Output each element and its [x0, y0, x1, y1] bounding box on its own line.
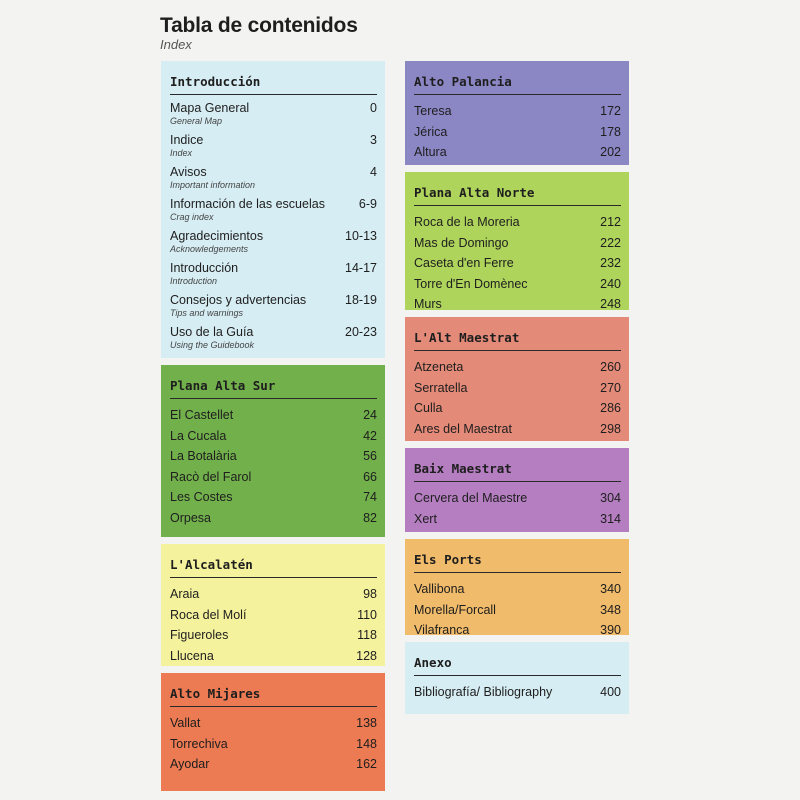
- toc-entry-page: 18-19: [345, 293, 377, 307]
- section-lalcalaten: [161, 544, 385, 666]
- toc-entry-name: Ares del Maestrat: [414, 421, 512, 436]
- section-entries: [170, 584, 377, 666]
- section-baix-maestrat: [405, 448, 629, 532]
- toc-entry-page: 202: [600, 145, 621, 159]
- section-entries: [414, 357, 621, 439]
- toc-entry: [170, 584, 377, 605]
- toc-entry: [170, 197, 377, 229]
- section-title: Anexo: [414, 655, 621, 676]
- toc-entry-page: 340: [600, 582, 621, 596]
- section-title: Plana Alta Norte: [414, 185, 621, 206]
- toc-entry: [170, 508, 377, 529]
- toc-entry: [414, 212, 621, 233]
- toc-entry-page: 348: [600, 602, 621, 617]
- toc-entry-name: Altura: [414, 145, 447, 159]
- toc-entry-name: Vallibona: [414, 582, 465, 596]
- toc-entry-page: 304: [600, 491, 621, 505]
- toc-entry-page: 212: [600, 215, 621, 229]
- toc-entry-page: 42: [363, 428, 377, 443]
- toc-entry-main: [170, 229, 377, 244]
- toc-entry-main: [170, 101, 377, 116]
- toc-entry-name: Consejos y advertencias: [170, 293, 307, 307]
- toc-entry: [414, 274, 621, 295]
- section-anexo: [405, 642, 629, 714]
- toc-entry: [414, 419, 621, 440]
- toc-entry-main: [170, 165, 377, 180]
- toc-entry-main: [170, 325, 377, 340]
- toc-entry-name: Teresa: [414, 104, 452, 118]
- section-title: Introducción: [170, 74, 377, 95]
- toc-entry: [170, 646, 377, 667]
- section-introduccion: [161, 61, 385, 358]
- toc-entry-page: 138: [356, 716, 377, 730]
- section-entries: [170, 405, 377, 528]
- toc-entry-name: Vilafranca: [414, 623, 470, 637]
- toc-entry-page: 314: [600, 511, 621, 526]
- toc-entry: [170, 734, 377, 755]
- toc-entry-subtitle: Using the Guidebook: [170, 340, 255, 350]
- section-entries: [414, 579, 621, 641]
- toc-entry-page: 400: [600, 685, 621, 699]
- section-entries: [414, 488, 621, 529]
- page-title: Tabla de contenidos: [160, 14, 358, 37]
- toc-entry-page: 128: [356, 648, 377, 663]
- toc-entry: [170, 426, 377, 447]
- toc-entry-page: 74: [363, 490, 377, 504]
- toc-entry-name: Araia: [170, 587, 200, 601]
- toc-entry-subtitle: Acknowledgements: [170, 244, 249, 254]
- toc-entry: [170, 487, 377, 508]
- toc-entry: [414, 682, 621, 703]
- toc-entry-name: Bibliografía/ Bibliography: [414, 685, 553, 699]
- section-title: Alto Mijares: [170, 686, 377, 707]
- toc-entry-name: Ayodar: [170, 757, 210, 771]
- toc-entry-name: Morella/Forcall: [414, 602, 496, 617]
- toc-entry: [414, 378, 621, 399]
- toc-entry: [170, 713, 377, 734]
- toc-entry: [170, 133, 377, 165]
- toc-entry: [414, 488, 621, 509]
- toc-entry-name: Figueroles: [170, 628, 229, 642]
- toc-entry: [414, 253, 621, 274]
- toc-entry: [414, 294, 621, 315]
- toc-entry-page: 20-23: [345, 325, 377, 339]
- toc-entry-subtitle: Index: [170, 148, 193, 158]
- toc-entry: [170, 467, 377, 488]
- toc-entry-name: Racò del Farol: [170, 469, 252, 484]
- toc-entry-name: Les Costes: [170, 490, 233, 504]
- toc-entry-page: 3: [370, 133, 377, 147]
- toc-entry-name: Avisos: [170, 165, 207, 179]
- toc-entry-page: 10-13: [345, 229, 377, 243]
- toc-entry-page: 178: [600, 124, 621, 139]
- toc-entry-name: Cervera del Maestre: [414, 491, 528, 505]
- toc-entry-name: Torrechiva: [170, 736, 228, 751]
- section-title: Alto Palancia: [414, 74, 621, 95]
- toc-entry-name: Agradecimientos: [170, 229, 264, 243]
- toc-entry-main: [170, 197, 377, 212]
- toc-entry-page: 66: [363, 469, 377, 484]
- toc-entry-page: 6-9: [358, 197, 377, 211]
- toc-entry: [414, 600, 621, 621]
- section-entries: [170, 713, 377, 775]
- toc-entry: [170, 165, 377, 197]
- toc-entry-name: Mas de Domingo: [414, 235, 509, 250]
- toc-entry-page: 240: [600, 276, 621, 291]
- toc-entry: [170, 605, 377, 626]
- section-alto-palancia: [405, 61, 629, 165]
- toc-entry-page: 222: [600, 235, 621, 250]
- toc-entry-name: Torre d'En Domènec: [414, 276, 528, 291]
- toc-entry-name: Jérica: [414, 124, 448, 139]
- toc-entry: [170, 101, 377, 133]
- toc-entry-page: 14-17: [345, 261, 377, 275]
- toc-entry: [170, 229, 377, 261]
- section-els-ports: [405, 539, 629, 635]
- toc-entry: [414, 357, 621, 378]
- page-header: [160, 14, 358, 52]
- toc-entry: [414, 142, 621, 163]
- page-subtitle: Index: [160, 37, 192, 52]
- toc-entry-page: 270: [600, 380, 621, 395]
- toc-entry-main: [170, 261, 377, 276]
- section-entries: [414, 682, 621, 703]
- toc-entry: [414, 579, 621, 600]
- toc-entry-page: 232: [600, 256, 621, 270]
- toc-entry: [170, 754, 377, 775]
- toc-entry: [414, 122, 621, 143]
- toc-entry-name: Orpesa: [170, 510, 211, 525]
- toc-entry: [170, 446, 377, 467]
- toc-entry-page: 24: [363, 408, 377, 422]
- toc-entry-name: Llucena: [170, 648, 214, 663]
- toc-entry-main: [170, 293, 377, 308]
- toc-entry-subtitle: Tips and warnings: [170, 308, 243, 318]
- toc-entry-page: 162: [356, 757, 377, 771]
- toc-entry-page: 0: [370, 101, 377, 115]
- toc-entry-name: Caseta d'en Ferre: [414, 256, 514, 270]
- toc-entry-name: Xert: [414, 511, 437, 526]
- toc-entry: [414, 509, 621, 530]
- toc-entry-name: Introducción: [170, 261, 239, 275]
- section-title: L'Alt Maestrat: [414, 330, 621, 351]
- toc-entry: [170, 325, 377, 357]
- toc-entry-name: Uso de la Guía: [170, 325, 254, 339]
- toc-entry-subtitle: Crag index: [170, 212, 214, 222]
- toc-entry-page: 286: [600, 401, 621, 415]
- section-title: Els Ports: [414, 552, 621, 573]
- toc-entry-name: Información de las escuelas: [170, 197, 325, 211]
- toc-entry-page: 260: [600, 360, 621, 374]
- toc-entry-name: Indice: [170, 133, 204, 147]
- toc-entry-name: Culla: [414, 401, 443, 415]
- toc-entry-page: 56: [363, 449, 377, 463]
- toc-entry-page: 148: [356, 736, 377, 751]
- toc-entry-page: 248: [600, 297, 621, 311]
- section-title: Plana Alta Sur: [170, 378, 377, 399]
- toc-entry-name: Murs: [414, 297, 442, 311]
- toc-entry: [170, 405, 377, 426]
- section-alto-mijares: [161, 673, 385, 791]
- left-column: [161, 61, 385, 798]
- section-title: Baix Maestrat: [414, 461, 621, 482]
- toc-entry-page: 172: [600, 104, 621, 118]
- toc-entry: [414, 620, 621, 641]
- toc-entry: [170, 261, 377, 293]
- toc-entry: [414, 233, 621, 254]
- section-entries: [414, 212, 621, 315]
- toc-entry-name: La Botalària: [170, 449, 237, 463]
- toc-entry-page: 4: [370, 165, 377, 179]
- section-plana-alta-norte: [405, 172, 629, 310]
- toc-entry: [414, 398, 621, 419]
- toc-entry-subtitle: Introduction: [170, 276, 218, 286]
- toc-entry-page: 98: [363, 587, 377, 601]
- toc-entry-name: La Cucala: [170, 428, 227, 443]
- toc-entry: [414, 101, 621, 122]
- toc-entry-name: Mapa General: [170, 101, 250, 115]
- right-column: [405, 61, 629, 721]
- toc-entry-name: Atzeneta: [414, 360, 464, 374]
- section-entries: [170, 101, 377, 357]
- toc-entry: [170, 625, 377, 646]
- section-entries: [414, 101, 621, 163]
- toc-entry-page: 390: [600, 623, 621, 637]
- toc-entry-name: El Castellet: [170, 408, 234, 422]
- toc-entry-subtitle: Important information: [170, 180, 256, 190]
- toc-entry-name: Roca de la Moreria: [414, 215, 520, 229]
- section-title: L'Alcalatén: [170, 557, 377, 578]
- toc-entry-name: Serratella: [414, 380, 468, 395]
- section-plana-alta-sur: [161, 365, 385, 537]
- toc-entry-page: 82: [363, 510, 377, 525]
- toc-entry-subtitle: General Map: [170, 116, 223, 126]
- toc-entry-name: Vallat: [170, 716, 201, 730]
- toc-entry-name: Roca del Molí: [170, 607, 247, 622]
- toc-entry-page: 110: [357, 607, 377, 622]
- toc-entry-page: 298: [600, 421, 621, 436]
- toc-entry-main: [170, 133, 377, 148]
- section-lalt-maestrat: [405, 317, 629, 441]
- toc-entry: [170, 293, 377, 325]
- toc-entry-page: 118: [357, 628, 377, 642]
